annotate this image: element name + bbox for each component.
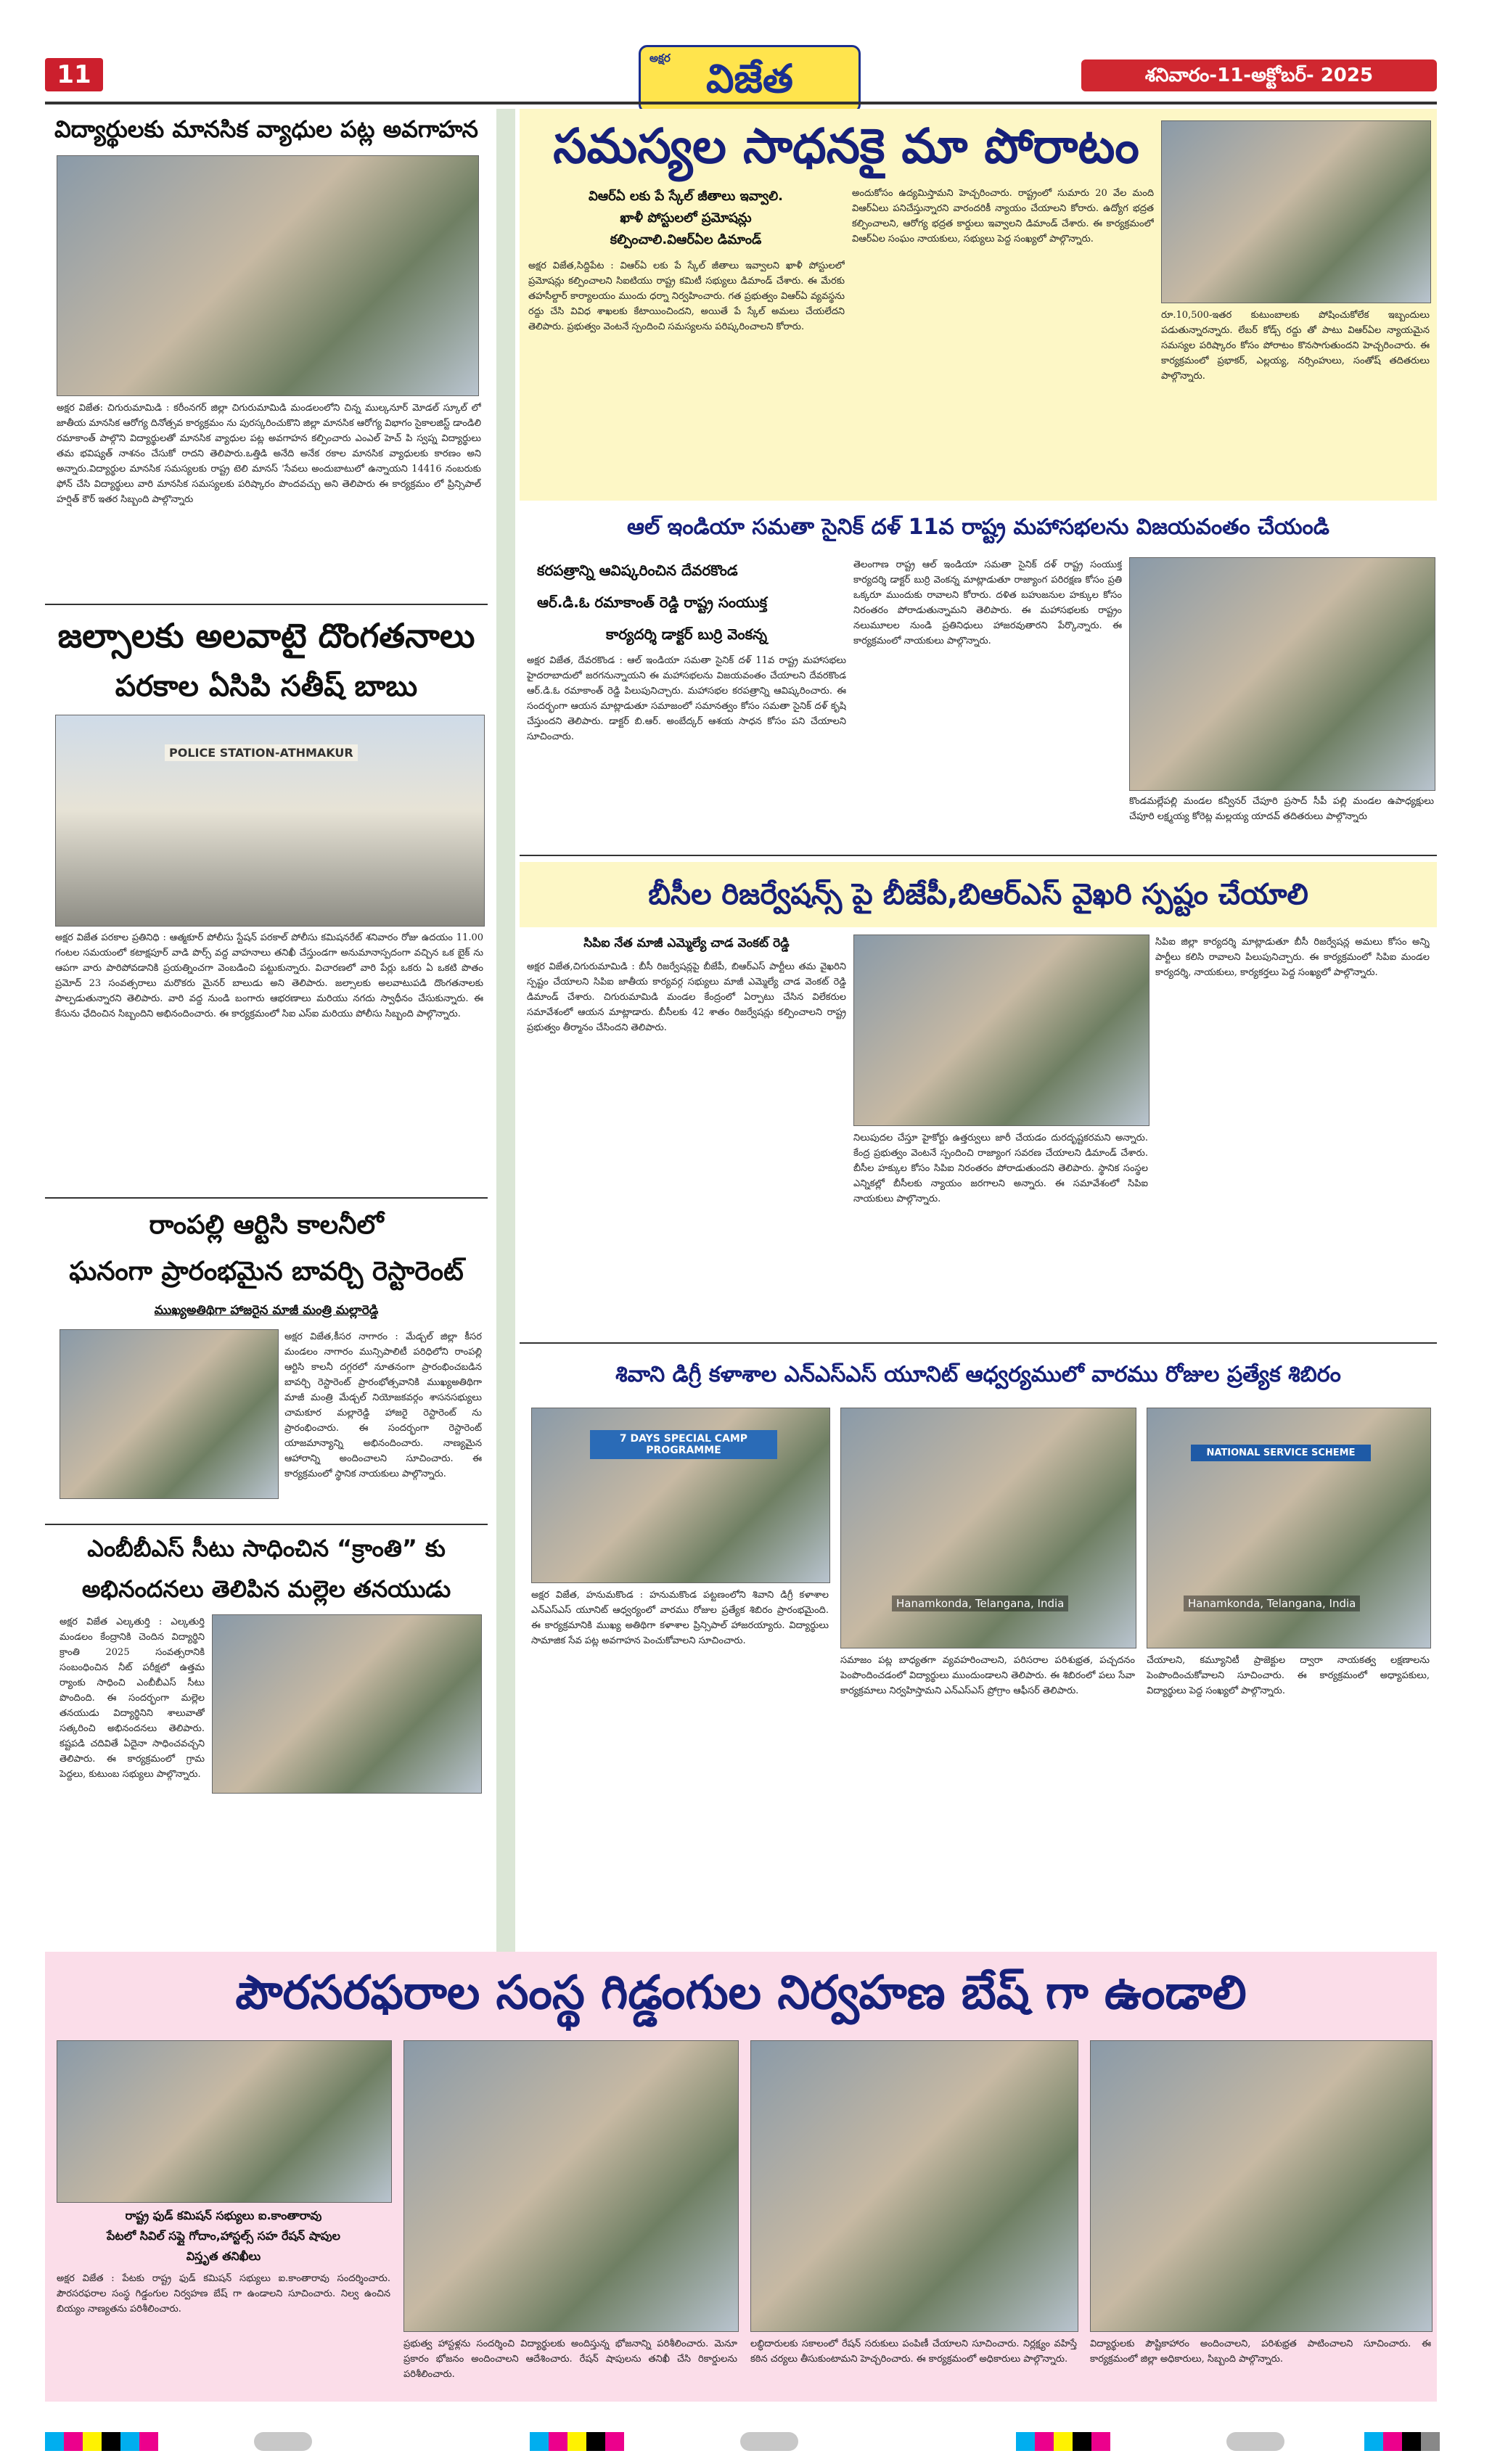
s8-body-1: అక్షర విజేత, హనుమకొండ : హనుమకొండ పట్టణంలోని శివాని డిగ్రీ కళాశాల ఎన్ఎస్ఎస్ యూనిట్ ఆధ్వర్యంలో వారము రోజుల ప్రత్యేక శిబిరం ప్రారంభమైంది. ఈ కార్యక్రమానికి ముఖ్య అతిథిగా కళాశాల ప్రిన్సిపాల్ హాజరయ్యారు. విద్యార్థులు సామాజిక సేవ పట్ల అవగాహన పెంచుకోవాలని సూచించారు. [531, 1590, 829, 1646]
bottom-body-4: విద్యార్థులకు పౌష్టికాహారం అందించాలని, పరిశుభ్రత పాటించాలని సూచించారు. ఈ కార్యక్రమంలో జిల్లా అధికారులు, సిబ్బంది పాల్గొన్నారు. [1090, 2338, 1431, 2365]
s4-body: అక్షర విజేత ఎల్కతుర్తి : ఎల్కతుర్తి మండలం కేంద్రానికి చెందిన విద్యార్థిని క్రాంతి 2025 సంవత్సరానికి సంబంధించిన నీట్ పరీక్షలో ఉత్తమ ర్యాంకు సాధించి ఎంబీబీఎస్ సీటు పొందింది. ఈ సందర్భంగా మల్లెల తనయుడు విద్యార్థినిని శాలువాతో సత్కరించి అభినందనలు తెలిపారు. కష్టపడి చదివితే ఏదైనా సాధించవచ్చని తెలిపారు. ఈ కార్యక్రమంలో గ్రామ పెద్దలు, కుటుంబ సభ్యులు పాల్గొన్నారు. [60, 1617, 205, 1780]
s1-headline: విద్యార్థులకు మానసిక వ్యాధుల పట్ల అవగాహన [54, 115, 478, 143]
s3-body: అక్షర విజేత,కీసర నాగారం : మేడ్చల్ జిల్లా కీసర మండలం నాగారం మున్సిపాలిటీ పరిధిలోని రాంపల్లి ఆర్టిసి కాలనీ దగ్గరలో నూతనంగా ప్రారంభించబడిన బావర్చి రెస్టారెంట్ ప్రారంభోత్సవానికి ముఖ్యఅతిథిగా మాజీ మంత్రి మేడ్చల్ నియోజకవర్గం శాసనసభ్యులు చామకూర మల్లారెడ్డి హాజరై రెస్టారెంట్ ను ప్రారంభించారు. ఈ సందర్భంగా రెస్టారెంట్ యాజమాన్యాన్ని అభినందించారు. నాణ్యమైన ఆహారాన్ని అందించాలని సూచించారు. ఈ కార్యక్రమంలో స్థానిక నాయకులు పాల్గొన్నారు. [284, 1331, 482, 1479]
s7-headline: బీసీల రిజర్వేషన్స్ పై బీజేపీ,బిఆర్ఎస్ వైఖరి స్పష్టం చేయాలి [648, 878, 1308, 911]
bottom-sub-3: విస్తృత తనిఖీలు [186, 2249, 261, 2263]
s6-sub-1: కరపత్రాన్ని ఆవిష్కరించిన దేవరకొండ [537, 562, 738, 579]
s2-photo-sign: POLICE STATION-ATHMAKUR [165, 744, 358, 761]
bottom-photo-1 [57, 2040, 392, 2203]
masthead-title: విజేత [706, 56, 793, 102]
s4-photo [212, 1614, 482, 1794]
s8-photo-1-banner: 7 DAYS SPECIAL CAMP PROGRAMME [590, 1430, 777, 1459]
s8-photo-1 [531, 1408, 830, 1583]
s5-headline: సమస్యల సాధనకై మా పోరాటం [553, 118, 1139, 174]
color-bar-2 [530, 2432, 624, 2451]
s6-body-1: అక్షర విజేత, దేవరకొండ : ఆల్ ఇండియా సమతా సైనిక్ దళ్ 11వ రాష్ట్ర మహాసభలు హైదరాబాదులో జరగనున్నాయని ఈ మహాసభలను విజయవంతం చేయాలని దేవరకొండ ఆర్.డి.ఓ రమాకాంత్ రెడ్డి పిలుపునిచ్చారు. మహాసభల కరపత్రాన్ని ఆవిష్కరించారు. ఈ సందర్భంగా ఆయన మాట్లాడుతూ సమాజంలో సమానత్వం కోసం సమతా సైనిక్ దళ్ కృషి చేస్తుందని తెలిపారు. డాక్టర్ బి.ఆర్. అంబేద్కర్ ఆశయ సాధన కోసం పని చేయాలని సూచించారు. [527, 655, 846, 742]
s7-body-1: అక్షర విజేత,చిగురుమామిడి : బీసీ రిజర్వేషన్లపై బీజేపీ, బిఆర్ఎస్ పార్టీలు తమ వైఖరిని స్పష్టం చేయాలని సిపిఐ జాతీయ కార్యవర్గ సభ్యులు మాజీ ఎమ్మెల్యే చాడ వెంకట్ రెడ్డి డిమాండ్ చేశారు. చిగురుమామిడి మండల కేంద్రంలో ఏర్పాటు చేసిన విలేకరుల సమావేశంలో ఆయన మాట్లాడారు. బీసీలకు 42 శాతం రిజర్వేషన్లు కల్పించాలని రాష్ట్ర ప్రభుత్వం తీర్మానం చేసిందని తెలిపారు. [527, 961, 846, 1033]
s6-photo [1129, 557, 1435, 791]
s6-headline: ఆల్ ఇండియా సమతా సైనిక్ దళ్ 11వ రాష్ట్ర మహాసభలను విజయవంతం చేయండి [627, 514, 1329, 540]
column-divider [496, 109, 515, 1952]
s2-body: అక్షర విజేత పరకాల ప్రతినిధి : ఆత్మకూర్ పోలీసు స్టేషన్ పరకాల్ పోలీసు కమిషనరేట్ శనివారం రోజు ఉదయం 11.00 గంటల సమయంలో కటాక్షపూర్ వాడి పొర్స్ వద్ద వాహనాలు తనిఖీ చేస్తుండగా అనుమానాస్పదంగా వచ్చిన ఒక బైక్ ను ఆపగా వారు పారిపోవడానికి ప్రయత్నించగా వెంబడించి పట్టుకున్నారు. విచారణలో వారి పేర్లు ఒకరు ఏ ఒకటి పొతం ప్రమోద్ 23 సంవత్సరాలు మరొకరు మైనర్ బాలుడు అని తెలిపారు. జల్సాలకు అలవాటుపడి దొంగతనాలకు పాల్పడుతున్నారని తెలిపారు. వారి వద్ద నుండి బంగారు ఆభరణాలు మరియు నగదు స్వాధీనం చేసుకున్నారు. ఈ కేసును ఛేదించిన సిబ్బందిని అభినందించారు. ఈ కార్యక్రమంలో సిఐ ఎస్ఐ మరియు పోలీసు సిబ్బంది పాల్గొన్నారు. [55, 932, 483, 1019]
s3-headline-2: ఘనంగా ప్రారంభమైన బావర్చి రెస్టారెంట్ [69, 1257, 464, 1286]
s4-body-cont [212, 1798, 480, 1936]
date-bar: శనివారం-11-అక్టోబర్- 2025 [1081, 59, 1437, 91]
s7-photo [853, 935, 1149, 1126]
bottom-body-3: లబ్ధిదారులకు సకాలంలో రేషన్ సరుకులు పంపిణీ చేయాలని సూచించారు. నిర్లక్ష్యం వహిస్తే కఠిన చర్యలు తీసుకుంటామని హెచ్చరించారు. ఈ కార్యక్రమంలో అధికారులు పాల్గొన్నారు. [750, 2338, 1077, 2365]
s1-photo [57, 155, 479, 396]
s8-photo-3-banner: NATIONAL SERVICE SCHEME [1191, 1445, 1371, 1461]
masthead-sub: అక్షర [649, 52, 671, 65]
s3-headline-1: రాంపల్లి ఆర్టిసి కాలనీలో [149, 1210, 384, 1240]
color-bar-3 [1016, 2432, 1110, 2451]
s7-sub: సిపిఐ నేత మాజీ ఎమ్మెల్యే చాడ వెంకట్ రెడ్డి [583, 936, 790, 950]
bottom-sub-1: రాష్ట్ర ఫుడ్ కమిషన్ సభ్యులు ఐ.కాంతారావు [125, 2209, 322, 2222]
s3-photo [60, 1329, 279, 1499]
registration-pill-3 [1226, 2432, 1284, 2451]
bottom-photo-2 [403, 2040, 739, 2332]
s3-subhead: ముఖ్యఅతిథిగా హాజరైన మాజీ మంత్రి మల్లారెడ్డి [154, 1303, 379, 1318]
s6-caption: కొండమల్లేపల్లి మండల కన్వీనర్ చేపూరి ప్రసాద్ సీపీ పల్లి మండల ఉపాధ్యక్షులు చేపూరి లక్ష్మయ్య కోరెట్ల మల్లయ్య యాదవ్ తదితరులు పాల్గొన్నారు [1129, 796, 1434, 822]
s6-sub-2: ఆర్.డి.ఓ రమాకాంత్ రెడ్డి రాష్ట్ర సంయుక్త [537, 594, 768, 611]
color-bar-1 [45, 2432, 158, 2451]
s8-headline: శివాని డిగ్రీ కళాశాల ఎన్ఎస్ఎస్ యూనిట్ ఆధ్వర్యములో వారము రోజుల ప్రత్యేక శిబిరం [615, 1362, 1341, 1387]
s5-body-1: అక్షర విజేత,సిద్దిపేట : విఆర్ఏ లకు పే స్కేల్ జీతాలు ఇవ్వాలని ఖాళీ పోస్టులలో ప్రమోషన్లు కల్పించాలని సిఐటియు రాష్ట్ర కమిటీ సభ్యులు డిమాండ్ చేశారు. ఈ మేరకు తహసీల్దార్ కార్యాలయం ముందు ధర్నా నిర్వహించారు. గత ప్రభుత్వం విఆర్ఏ వ్యవస్థను రద్దు చేసి వివిధ శాఖలకు కేటాయించిందని, అయితే పే స్కేల్ అమలు చేయలేదని తెలిపారు. ప్రభుత్వం వెంటనే స్పందించి సమస్యలను పరిష్కరించాలని కోరారు. [528, 260, 845, 332]
bottom-photo-4 [1090, 2040, 1433, 2332]
left-rule-2 [45, 1197, 488, 1199]
s2-headline-2: పరకాల ఏసిపి సతీష్ బాబు [115, 670, 418, 703]
s2-photo [55, 715, 485, 927]
s4-headline-1: ఎంబీబీఎస్ సీటు సాధించిన “క్రాంతి” కు [87, 1535, 446, 1562]
s8-photo-2-geo: Hanamkonda, Telangana, India [892, 1596, 1068, 1611]
bottom-body-2: ప్రభుత్వ హాస్టళ్లను సందర్శించి విద్యార్థులకు అందిస్తున్న భోజనాన్ని పరిశీలించారు. మెనూ ప్రకారం భోజనం అందించాలని ఆదేశించారు. రేషన్ షాపులను తనిఖీ చేసి రికార్డులను పరిశీలించారు. [403, 2338, 737, 2380]
s8-photo-2 [840, 1408, 1136, 1648]
s5-body-3: రూ.10,500-ఇతర కుటుంబాలకు పోషించుకోలేక ఇబ్బందులు పడుతున్నారన్నారు. లేబర్ కోడ్స్ రద్దు తో పాటు విఆర్ఏల న్యాయమైన సమస్యల పరిష్కారం కోసం పోరాటం కొనసాగుతుందని హెచ్చరించారు. ఈ కార్యక్రమంలో ప్రభాకర్, ఎల్లయ్య, నర్సింహులు, సంతోష్ తదితరులు పాల్గొన్నారు. [1161, 310, 1430, 382]
s5-sub-3: కల్పించాలి.విఆర్ఏల డిమాండ్ [610, 232, 762, 247]
right-rule-2 [520, 1342, 1437, 1344]
right-rule-1 [520, 855, 1437, 856]
page-number: 11 [45, 58, 103, 91]
s5-photo [1161, 120, 1431, 303]
left-rule-1 [45, 604, 488, 605]
registration-pill-2 [740, 2432, 798, 2451]
s8-photo-3-geo: Hanamkonda, Telangana, India [1184, 1596, 1360, 1611]
color-bar-4 [1364, 2432, 1440, 2451]
s1-body: అక్షర విజేత: చిగురుమామిడి : కరీంనగర్ జిల్లా చిగురుమామిడి మండలంలోని చిన్న ముల్కనూర్ మోడల్ స్కూల్ లో జాతీయ మానసిక ఆరోగ్య దినోత్సవ కార్యక్రమం ను పురస్కరించుకొని జిల్లా మానసిక ఆరోగ్య విభాగం సైకాలజిస్ట్ డాండిలి రమాకాంత్ పాల్గొని విద్యార్థులతో మానసిక వ్యాధుల పట్ల అవగాహన కల్పించారు ఎంఎల్ హెచ్ పి స్వప్న విద్యార్థులు తమ భవిష్యత్ నాశనం చేసుకో రాదని తెలిపారు.ఒత్తిడి అనేది అనేక రకాల మానసిక వ్యాధులకు కారణం అని అన్నారు.విద్యార్థుల మానసిక సమస్యలకు రాష్ట్ర టెలి మానస్ 'సేవలు అందుబాటులో ఉన్నాయని 14416 నంబరుకు ఫోన్ చేసి విద్యార్థులు వారి మానసిక సమస్యలకు పరిష్కారం పొందవచ్చు అని తెలిపారు ఈ కార్యక్రమం లో ప్రిన్సిపాల్ హర్షిత్ కౌర్ ఇతర సిబ్బంది పాల్గొన్నారు [57, 403, 481, 505]
s8-photo-3 [1147, 1408, 1431, 1648]
s5-body-2: అందుకోసం ఉద్యమిస్తామని హెచ్చరించారు. రాష్ట్రంలో సుమారు 20 వేల మంది విఆర్ఏలు పనిచేస్తున్నారని వారందరికీ న్యాయం చేయాలని కోరారు. ఉద్యోగ భద్రత కల్పించాలని, ఆరోగ్య భద్రత కార్డులు ఇవ్వాలని డిమాండ్ చేశారు. ఈ కార్యక్రమంలో విఆర్ఏల సంఘం నాయకులు, సభ్యులు పెద్ద సంఖ్యలో పాల్గొన్నారు. [852, 188, 1154, 245]
s6-body-2: తెలంగాణ రాష్ట్ర ఆల్ ఇండియా సమతా సైనిక్ దళ్ రాష్ట్ర సంయుక్త కార్యదర్శి డాక్టర్ బుర్రి వెంకన్న మాట్లాడుతూ రాజ్యాంగ పరిరక్షణ కోసం ప్రతి ఒక్కరూ ముందుకు రావాలని కోరారు. దళిత బహుజనుల హక్కుల కోసం నిరంతరం పోరాడుతున్నామని తెలిపారు. ఈ మహాసభలకు రాష్ట్రం నలుమూలల నుండి ప్రతినిధులు హాజరవుతారని పేర్కొన్నారు. ఈ కార్యక్రమంలో నాయకులు పాల్గొన్నారు. [853, 559, 1122, 646]
bottom-headline: పౌరసరఫరాల సంస్థ గిడ్డంగుల నిర్వహణ బేష్ గా ఉండాలి [235, 1966, 1247, 2020]
s5-sub-2: ఖాళీ పోస్టులలో ప్రమోషన్లు [620, 210, 752, 226]
s8-body-2: సమాజం పట్ల బాధ్యతగా వ్యవహరించాలని, పరిసరాల పరిశుభ్రత, పచ్చదనం పెంపొందించడంలో విద్యార్థులు ముందుండాలని తెలిపారు. ఈ శిబిరంలో పలు సేవా కార్యక్రమాలు నిర్వహిస్తామని ఎన్ఎస్ఎస్ ప్రోగ్రాం ఆఫీసర్ తెలిపారు. [840, 1655, 1135, 1696]
s7-body-2: నిలుపుదల చేస్తూ హైకోర్టు ఉత్తర్వులు జారీ చేయడం దురదృష్టకరమని అన్నారు. కేంద్ర ప్రభుత్వం వెంటనే స్పందించి రాజ్యాంగ సవరణ చేయాలని డిమాండ్ చేశారు. బీసీల హక్కుల కోసం సిపిఐ నిరంతరం పోరాడుతుందని తెలిపారు. స్థానిక సంస్థల ఎన్నికల్లో బీసీలకు న్యాయం జరగాలని అన్నారు. ఈ సమావేశంలో సిపిఐ నాయకులు పాల్గొన్నారు. [853, 1133, 1148, 1204]
bottom-sub-2: పేటలో సివిల్ సప్లై గోదాం,హాస్టల్స్ సహ రేషన్ షాపుల [106, 2229, 341, 2243]
s5-sub-1: విఆర్ఏ లకు పే స్కేల్ జీతాలు ఇవ్వాలి. [588, 189, 784, 204]
bottom-body-1: అక్షర విజేత : పేటకు రాష్ట్ర ఫుడ్ కమిషన్ సభ్యులు ఐ.కాంతారావు సందర్శించారు. పౌరసరఫరాల సంస్థ గిడ్డంగుల నిర్వహణ బేష్ గా ఉండాలని సూచించారు. నిల్వ ఉంచిన బియ్యం నాణ్యతను పరిశీలించారు. [57, 2273, 390, 2315]
s6-sub-3: కార్యదర్శి డాక్టర్ బుర్రి వెంకన్న [606, 625, 767, 643]
s8-body-3: చేయాలని, కమ్యూనిటీ ప్రాజెక్టుల ద్వారా నాయకత్వ లక్షణాలను పెంపొందించుకోవాలని సూచించారు. ఈ కార్యక్రమంలో అధ్యాపకులు, విద్యార్థులు పెద్ద సంఖ్యలో పాల్గొన్నారు. [1147, 1655, 1430, 1696]
registration-pill-1 [254, 2432, 312, 2451]
bottom-photo-3 [750, 2040, 1078, 2332]
s2-headline-1: జల్సాలకు అలవాటై దొంగతనాలు [57, 616, 475, 655]
left-rule-3 [45, 1524, 488, 1525]
header-rule [45, 102, 1437, 104]
s7-body-3: సిపిఐ జిల్లా కార్యదర్శి మాట్లాడుతూ బీసీ రిజర్వేషన్ల అమలు కోసం అన్ని పార్టీలు కలిసి రావాలని పిలుపునిచ్చారు. ఈ కార్యక్రమంలో సిపిఐ మండల కార్యదర్శి, నాయకులు, కార్యకర్తలు పెద్ద సంఖ్యలో పాల్గొన్నారు. [1155, 937, 1430, 978]
s4-headline-2: అభినందనలు తెలిపిన మల్లెల తనయుడు [81, 1575, 451, 1603]
